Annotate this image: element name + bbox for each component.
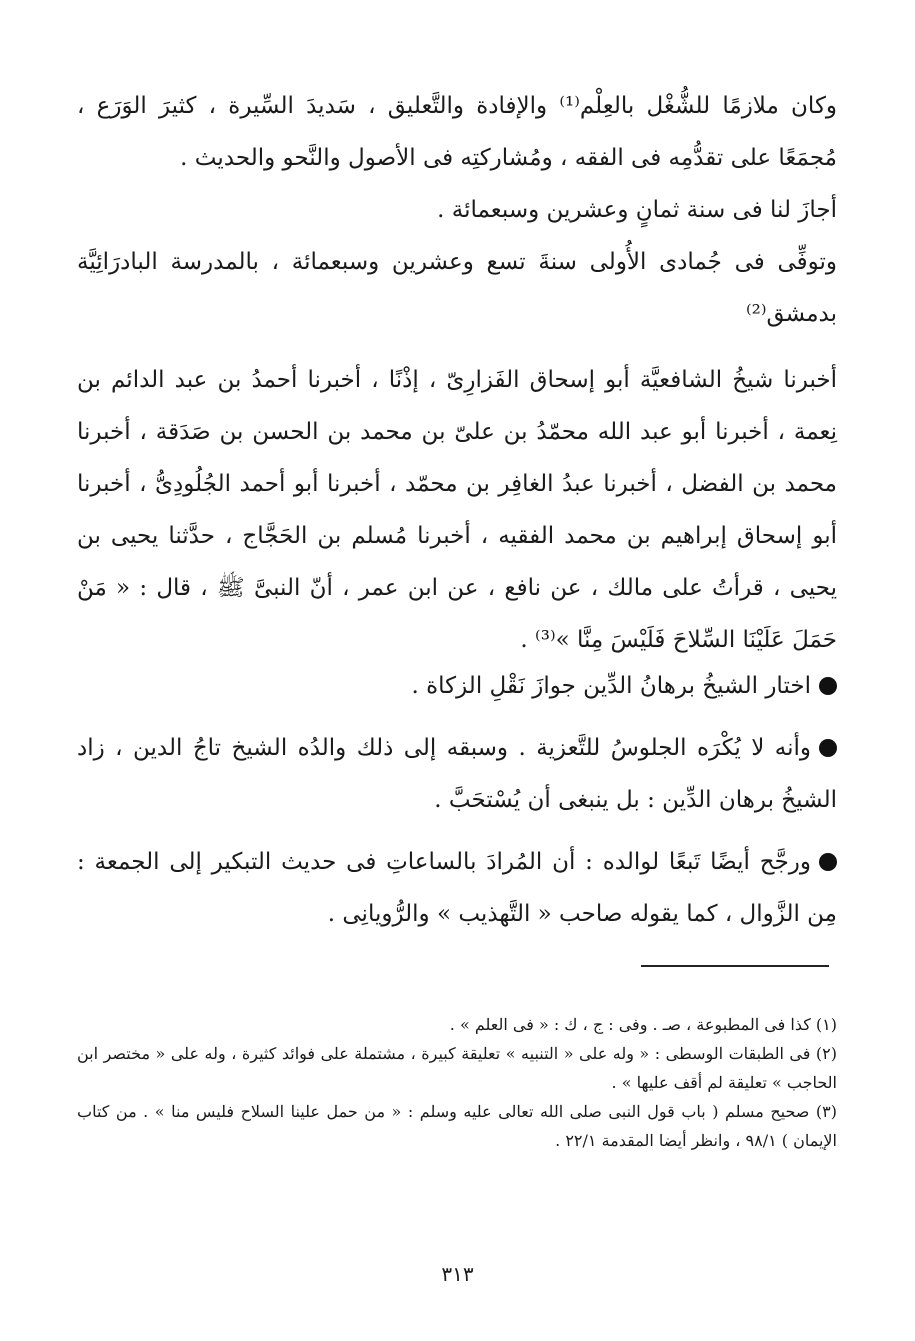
bullet-icon (819, 853, 837, 871)
paragraph-death: وتوفِّى فى جُمادى الأُولى سنةَ تسع وعشرين وسبعمائة ، بالمدرسة البادرَائِيَّة بدمشق⁽²⁾ (77, 249, 837, 327)
main-text (77, 80, 837, 340)
bullet-icon (819, 677, 837, 695)
bullet-item (77, 836, 837, 940)
footnotes (77, 1010, 837, 1155)
hadith-chain (77, 354, 837, 666)
footnote-3: (٣) صحيح مسلم ( باب قول النبى صلى الله تعالى عليه وسلم : « من حمل علينا السلاح فليس منا » . من كتاب الإيمان ) ٩٨/١ ، وانظر أيضا المقدمة ٢٢/١ . (77, 1102, 837, 1150)
bullet-text: وأنه لا يُكْرَه الجلوسُ للتَّعزية . وسبقه إلى ذلك والدُه الشيخ تاجُ الدين ، زاد الشيخُ برهان الدِّين : بل ينبغى أن يُسْتحَبَّ . (77, 735, 837, 813)
footnote-divider (641, 965, 829, 967)
footnote-2: (٢) فى الطبقات الوسطى : « وله على « التنبيه » تعليقة كبيرة ، مشتملة على فوائد كثيرة ، وله على « مختصر ابن الحاجب » تعليقة لم أقف عليها » . (77, 1044, 837, 1092)
paragraph-isnad: أخبرنا شيخُ الشافعيَّة أبو إسحاق الفَزارِىّ ، إذْنًا ، أخبرنا أحمدُ بن عبد الدائم بن نِعمة ، أخبرنا أبو عبد الله محمّدُ بن علىّ بن محمد بن الحسن بن صَدَقة ، أخبرنا محمد بن الفضل ، أخبرنا عبدُ الغافِر بن محمّد ، أخبرنا أبو أحمد الجُلُودِىُّ ، أخبرنا أبو إسحاق إبراهيم بن محمد الفقيه ، أخبرنا مُسلم بن الحَجَّاج ، حدَّثنا يحيى بن يحيى ، قرأتُ على مالك ، عن نافع ، عن ابن عمر ، أنّ النبىَّ ﷺ ، قال : « مَنْ حَمَلَ عَلَيْنَا السِّلاحَ فَلَيْسَ مِنَّا »⁽³⁾ . (77, 367, 837, 653)
page-number: ٣١٣ (441, 1262, 474, 1286)
paragraph-ijaza: أجازَ لنا فى سنة ثمانٍ وعشرين وسبعمائة . (437, 197, 837, 223)
paragraph-scholar-description: وكان ملازمًا للشُّغْل بالعِلْم⁽¹⁾ والإفادة والتَّعليق ، سَديدَ السِّيرة ، كثيرَ الوَرَع ، مُجمَعًا على تقدُّمِه فى الفقه ، ومُشاركتِه فى الأصول والنَّحو والحديث . (77, 93, 837, 171)
bullet-item (77, 722, 837, 826)
bullet-item (77, 660, 837, 712)
bullet-icon (819, 739, 837, 757)
opinions-list (77, 660, 837, 940)
footnote-1: (١) كذا فى المطبوعة ، صـ . وفى : ج ، ك : « فى العلم » . (449, 1015, 837, 1034)
bullet-text: ورجَّح أيضًا تَبعًا لوالده : أن المُرادَ بالساعاتِ فى حديث التبكير إلى الجمعة : مِن الزَّوال ، كما يقوله صاحب « التَّهذيب » والرُّويانِى . (77, 849, 837, 927)
bullet-text: اختار الشيخُ برهانُ الدِّين جوازَ نَقْلِ الزكاة . (411, 673, 811, 699)
